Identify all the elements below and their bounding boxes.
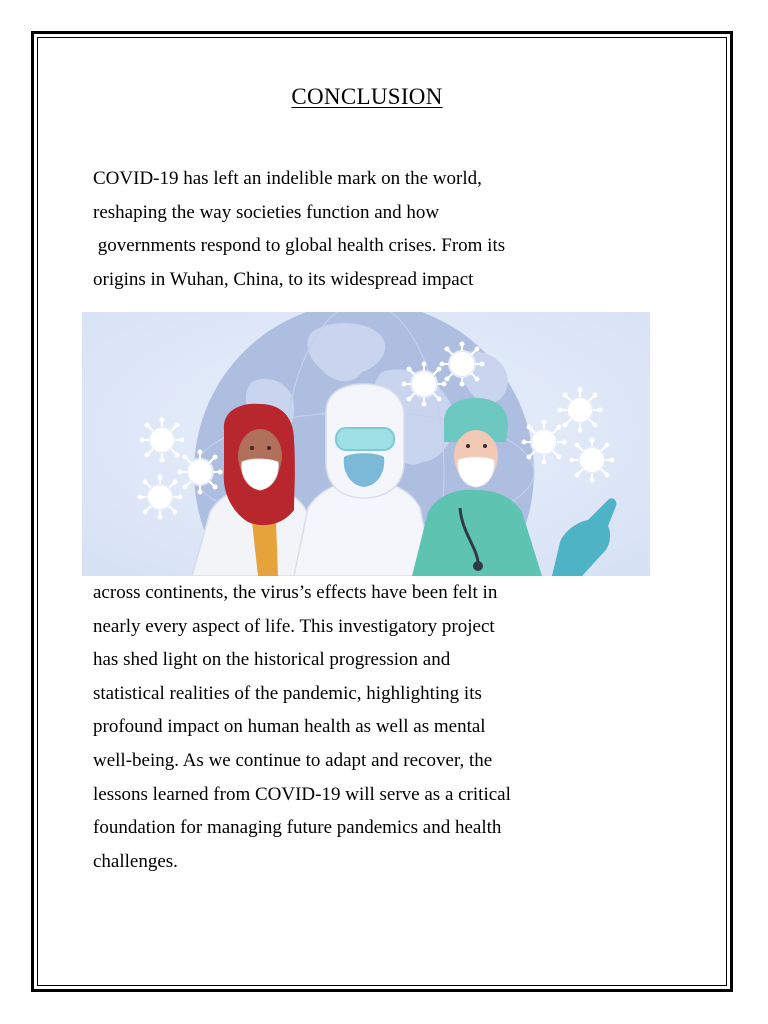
text-line: COVID-19 has left an indelible mark on the world, — [93, 168, 482, 189]
text-line: statistical realities of the pandemic, highlighting its — [93, 682, 482, 704]
text-line: nearly every aspect of life. This investigatory project — [93, 615, 495, 637]
healthcare-workers-illustration — [82, 312, 650, 576]
text-line: well-being. As we continue to adapt and recover, the — [93, 749, 493, 771]
text-line: lessons learned from COVID-19 will serve as a critical — [93, 783, 511, 805]
page-title: CONCLUSION — [291, 84, 443, 109]
paragraph-top — [93, 162, 653, 296]
paragraph-bottom — [93, 576, 653, 878]
text-line: has shed light on the historical progression and — [93, 649, 451, 671]
text-line: foundation for managing future pandemics and health — [93, 817, 502, 839]
text-line: challenges. — [93, 850, 178, 872]
text-line: reshaping the way societies function and how — [93, 201, 440, 223]
text-line: profound impact on human health as well as mental — [93, 716, 486, 738]
text-line: across continents, the virus’s effects have been felt in — [93, 582, 498, 603]
text-line: governments respond to global health crises. From its — [93, 235, 506, 257]
text-line: origins in Wuhan, China, to its widespread impact — [93, 268, 474, 290]
